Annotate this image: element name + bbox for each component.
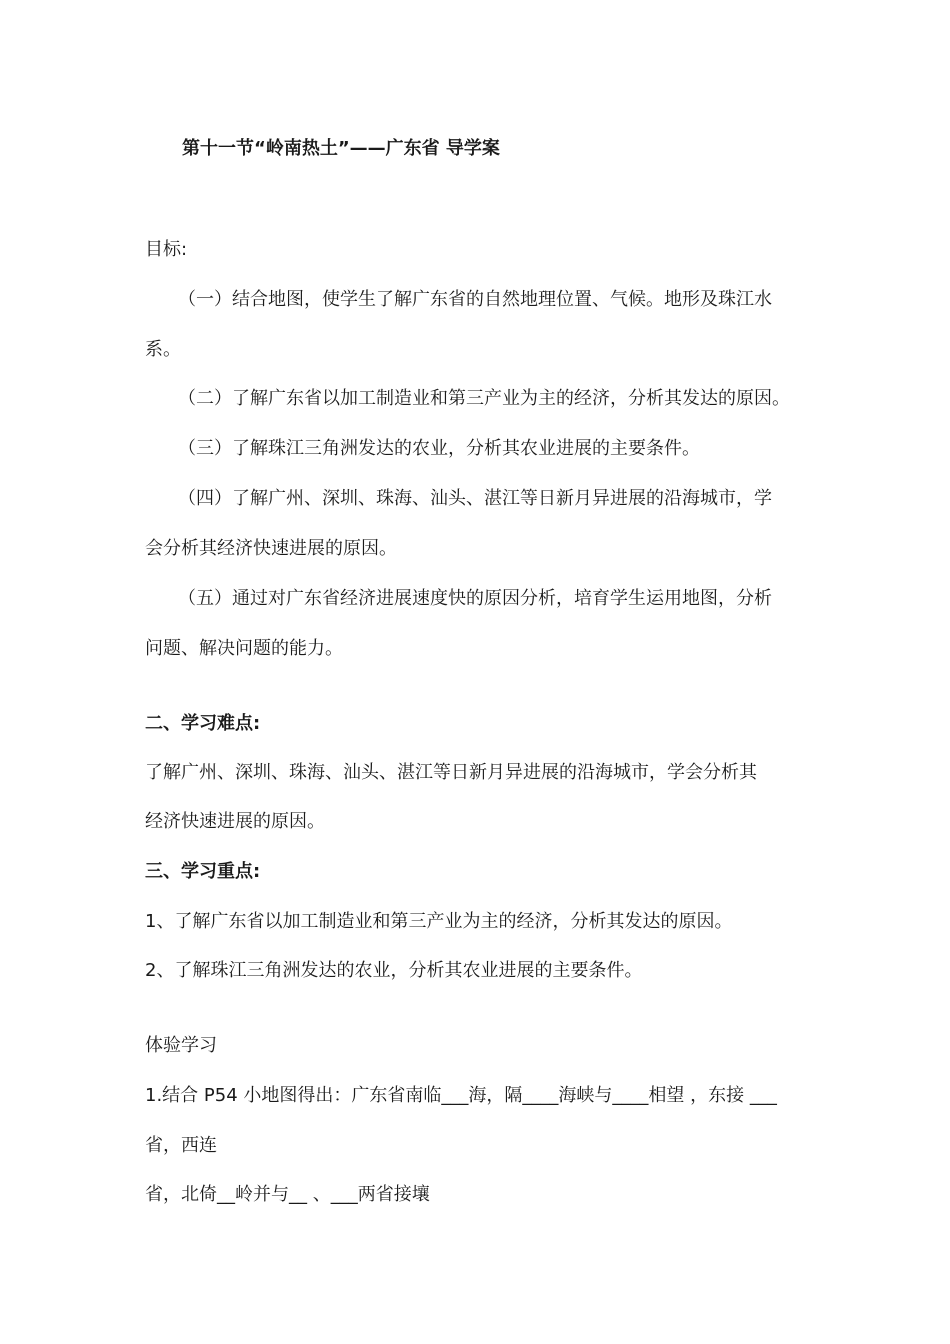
question-1-line-3: 省，北倚__岭并与__ 、___两省接壤 xyxy=(145,1184,430,1205)
goal-item-1: （一）结合地图，使学生了解广东省的自然地理位置、气候。地形及珠江水 xyxy=(178,289,772,310)
difficulty-line-2: 经济快速进展的原因。 xyxy=(145,811,325,832)
goal-item-1-cont: 系。 xyxy=(145,339,181,360)
question-1-line-2: 省，西连 xyxy=(145,1135,217,1156)
difficulty-heading: 二、学习难点: xyxy=(145,713,261,734)
document-title: 第十一节“岭南热土”——广东省 导学案 xyxy=(182,138,500,159)
goal-item-4: （四）了解广州、深圳、珠海、汕头、湛江等日新月异进展的沿海城市，学 xyxy=(178,488,772,509)
goal-item-3: （三）了解珠江三角洲发达的农业，分析其农业进展的主要条件。 xyxy=(178,438,700,459)
goal-item-5-cont: 问题、解决问题的能力。 xyxy=(145,638,343,659)
goals-heading: 目标: xyxy=(145,239,188,260)
goal-item-4-cont: 会分析其经济快速进展的原因。 xyxy=(145,538,397,559)
focus-item-2: 2、了解珠江三角洲发达的农业，分析其农业进展的主要条件。 xyxy=(145,960,643,981)
goal-item-2: （二）了解广东省以加工制造业和第三产业为主的经济，分析其发达的原因。 xyxy=(178,388,790,409)
difficulty-line-1: 了解广州、深圳、珠海、汕头、湛江等日新月异进展的沿海城市，学会分析其 xyxy=(145,762,757,783)
focus-item-1: 1、了解广东省以加工制造业和第三产业为主的经济，分析其发达的原因。 xyxy=(145,911,733,932)
experience-heading: 体验学习 xyxy=(145,1035,217,1056)
goal-item-5: （五）通过对广东省经济进展速度快的原因分析，培育学生运用地图，分析 xyxy=(178,588,772,609)
focus-heading: 三、学习重点: xyxy=(145,861,261,882)
question-1-line-1: 1.结合 P54 小地图得出：广东省南临___海，隔____海峡与____相望 ，东接 ___ xyxy=(145,1085,777,1106)
